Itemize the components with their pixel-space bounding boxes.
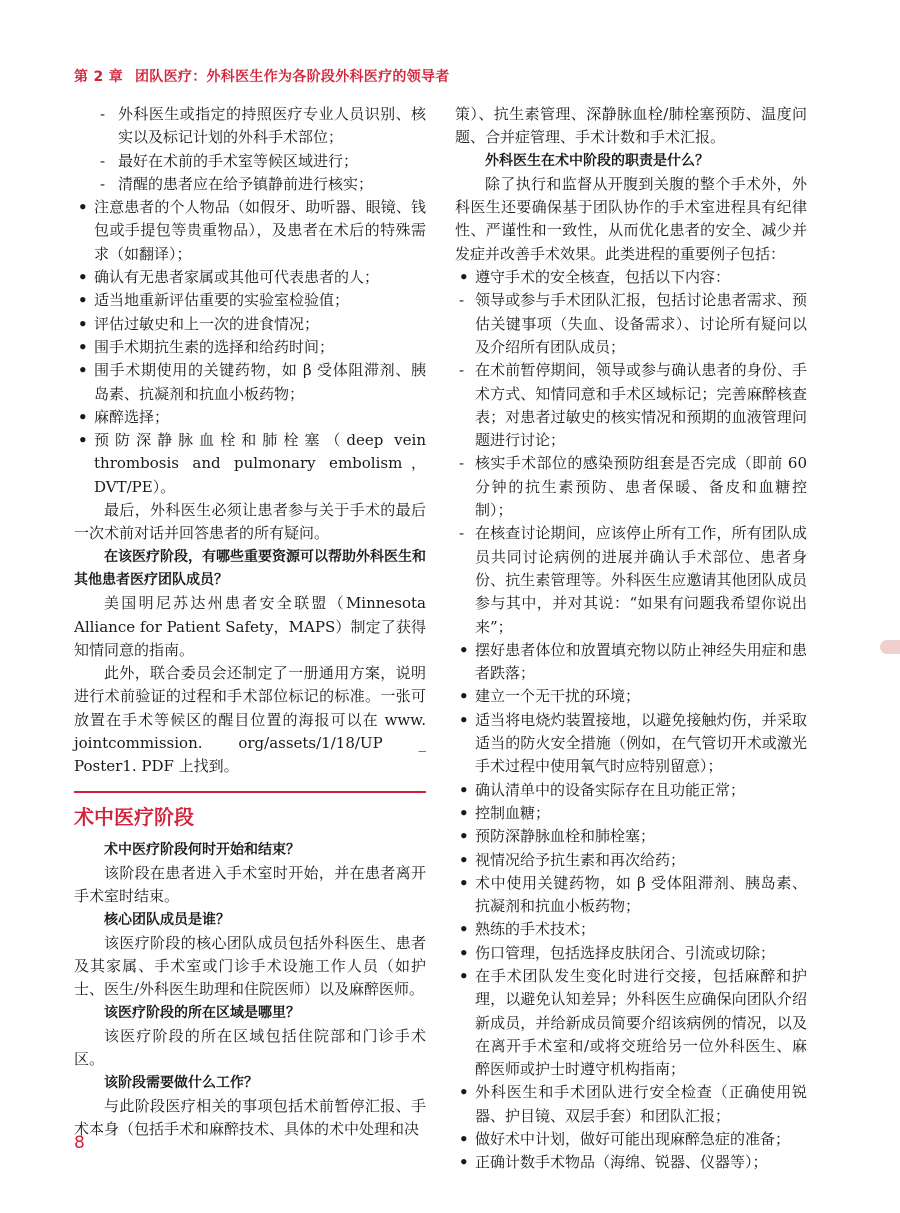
right-column xyxy=(455,103,807,1175)
list-item: • 做好术中计划，做好可能出现麻醉急症的准备； xyxy=(455,1128,807,1151)
list-item: • 建立一个无干扰的环境； xyxy=(455,685,807,708)
list-item: - 在术前暂停期间，领导或参与确认患者的身份、手术方式、知情同意和手术区域标记；完善麻醉核查表；对患者过敏史的核实情况和预期的血液管理问题进行讨论； xyxy=(455,359,807,452)
list-item: - 在核查讨论期间，应该停止所有工作，所有团队成员共同讨论病例的进展并确认手术部位、患者身份、抗生素管理等。外科医生应邀请其他团队成员参与其中，并对其说：“如果有问题我希望你说出来”； xyxy=(455,522,807,638)
paragraph: 除了执行和监督从开腹到关腹的整个手术外，外科医生还要确保基于团队协作的手术室进程具有纪律性、严谨性和一致性，从而优化患者的安全、减少并发症并改善手术效果。此类进程的重要例子包括： xyxy=(455,174,807,263)
list-item: • 摆好患者体位和放置填充物以防止神经失用症和患者跌落； xyxy=(455,639,807,686)
list-item: • 伤口管理，包括选择皮肤闭合、引流或切除； xyxy=(455,942,807,965)
paragraph: 最后，外科医生必须让患者参与关于手术的最后一次术前对话并回答患者的所有疑问。 xyxy=(74,501,426,543)
left-column xyxy=(74,103,426,1141)
question-heading: 该医疗阶段的所在区域是哪里？ xyxy=(104,1004,300,1021)
list-item: • 围手术期抗生素的选择和给药时间； xyxy=(74,336,426,359)
list-item: • 视情况给予抗生素和再次给药； xyxy=(455,849,807,872)
section-title: 术中医疗阶段 xyxy=(74,804,194,829)
list-item: • 术中使用关键药物，如 β 受体阻滞剂、胰岛素、抗凝剂和抗血小板药物； xyxy=(455,872,807,919)
list-item: • 确认清单中的设备实际存在且功能正常； xyxy=(455,779,807,802)
list-item: • 适当将电烧灼装置接地，以避免接触灼伤，并采取适当的防火安全措施（例如，在气管切开术或激光手术过程中使用氧气时应特别留意）； xyxy=(455,709,807,779)
chapter-number: 第 2 章 xyxy=(74,69,123,85)
list-item: • 麻醉选择； xyxy=(74,406,426,429)
question-heading: 术中医疗阶段何时开始和结束？ xyxy=(104,841,300,858)
list-item: • 遵守手术的安全核查，包括以下内容： xyxy=(455,266,807,289)
page-edge-tab xyxy=(880,640,900,654)
list-item: • 正确计数手术物品（海绵、锐器、仪器等）； xyxy=(455,1151,807,1174)
list-item: • 熟练的手术技术； xyxy=(455,918,807,941)
list-item: - 外科医生或指定的持照医疗专业人员识别、核实以及标记计划的外科手术部位； xyxy=(74,103,426,150)
list-item: - 清醒的患者应在给予镇静前进行核实； xyxy=(74,173,426,196)
list-item: • 评估过敏史和上一次的进食情况； xyxy=(74,313,426,336)
running-header xyxy=(74,66,450,86)
paragraph: 策）、抗生素管理、深静脉血栓/肺栓塞预防、温度问题、合并症管理、手术计数和手术汇报。 xyxy=(455,105,807,147)
paragraph: 该阶段在患者进入手术室时开始，并在患者离开手术室时结束。 xyxy=(74,863,426,906)
list-item: • 围手术期使用的关键药物，如 β 受体阻滞剂、胰岛素、抗凝剂和抗血小板药物； xyxy=(74,359,426,406)
list-item: • 注意患者的个人物品（如假牙、助听器、眼镜、钱包或手提包等贵重物品），及患者在术后的特殊需求（如翻译）； xyxy=(74,196,426,266)
question-heading: 在该医疗阶段，有哪些重要资源可以帮助外科医生和其他患者医疗团队成员？ xyxy=(74,548,426,588)
question-heading: 该阶段需要做什么工作？ xyxy=(104,1074,258,1091)
list-item: • 预防深静脉血栓和肺栓塞（deep vein thrombosis and pulmonary embolism，DVT/PE）。 xyxy=(74,429,426,499)
page-number: 8 xyxy=(74,1133,85,1153)
question-heading: 核心团队成员是谁？ xyxy=(104,911,230,928)
list-item: - 领导或参与手术团队汇报，包括讨论患者需求、预估关键事项（失血、设备需求）、讨论所有疑问以及介绍所有团队成员； xyxy=(455,289,807,359)
paragraph: 与此阶段医疗相关的事项包括术前暂停汇报、手术本身（包括手术和麻醉技术、具体的术中处理和决 xyxy=(74,1096,426,1139)
paragraph: 美国明尼苏达州患者安全联盟（Minnesota Alliance for Patient Safety，MAPS）制定了获得知情同意的指南。 xyxy=(74,594,426,659)
list-item: • 在手术团队发生变化时进行交接，包括麻醉和护理，以避免认知差异；外科医生应确保向团队介绍新成员，并给新成员简要介绍该病例的情况，以及在离开手术室和/或将交班给另一位外科医生、麻醉医师或护士时遵守机构指南； xyxy=(455,965,807,1081)
question-heading: 外科医生在术中阶段的职责是什么？ xyxy=(485,152,709,169)
list-item: • 外科医生和手术团队进行安全检查（正确使用锐器、护目镜、双层手套）和团队汇报； xyxy=(455,1081,807,1128)
list-item: • 适当地重新评估重要的实验室检验值； xyxy=(74,289,426,312)
chapter-title: 团队医疗：外科医生作为各阶段外科医疗的领导者 xyxy=(135,69,450,85)
list-item: • 确认有无患者家属或其他可代表患者的人； xyxy=(74,266,426,289)
list-item: - 核实手术部位的感染预防组套是否完成（即前 60 分钟的抗生素预防、患者保暖、备皮和血糖控制）； xyxy=(455,452,807,522)
paragraph: 该医疗阶段的所在区域包括住院部和门诊手术区。 xyxy=(74,1026,426,1069)
paragraph: 此外，联合委员会还制定了一册通用方案，说明进行术前验证的过程和手术部位标记的标准。一张可放置在手术等候区的醒目位置的海报可以在 www. jointcommission. org/assets/1/18/UP _ Poster1. PDF 上找到。 xyxy=(74,664,426,776)
list-item: - 最好在术前的手术室等候区域进行； xyxy=(74,150,426,173)
paragraph: 该医疗阶段的核心团队成员包括外科医生、患者及其家属、手术室或门诊手术设施工作人员（如护士、医生/外科医生助理和住院医师）以及麻醉医师。 xyxy=(74,933,426,999)
list-item: • 控制血糖； xyxy=(455,802,807,825)
list-item: • 预防深静脉血栓和肺栓塞； xyxy=(455,825,807,848)
section-divider xyxy=(74,791,426,831)
